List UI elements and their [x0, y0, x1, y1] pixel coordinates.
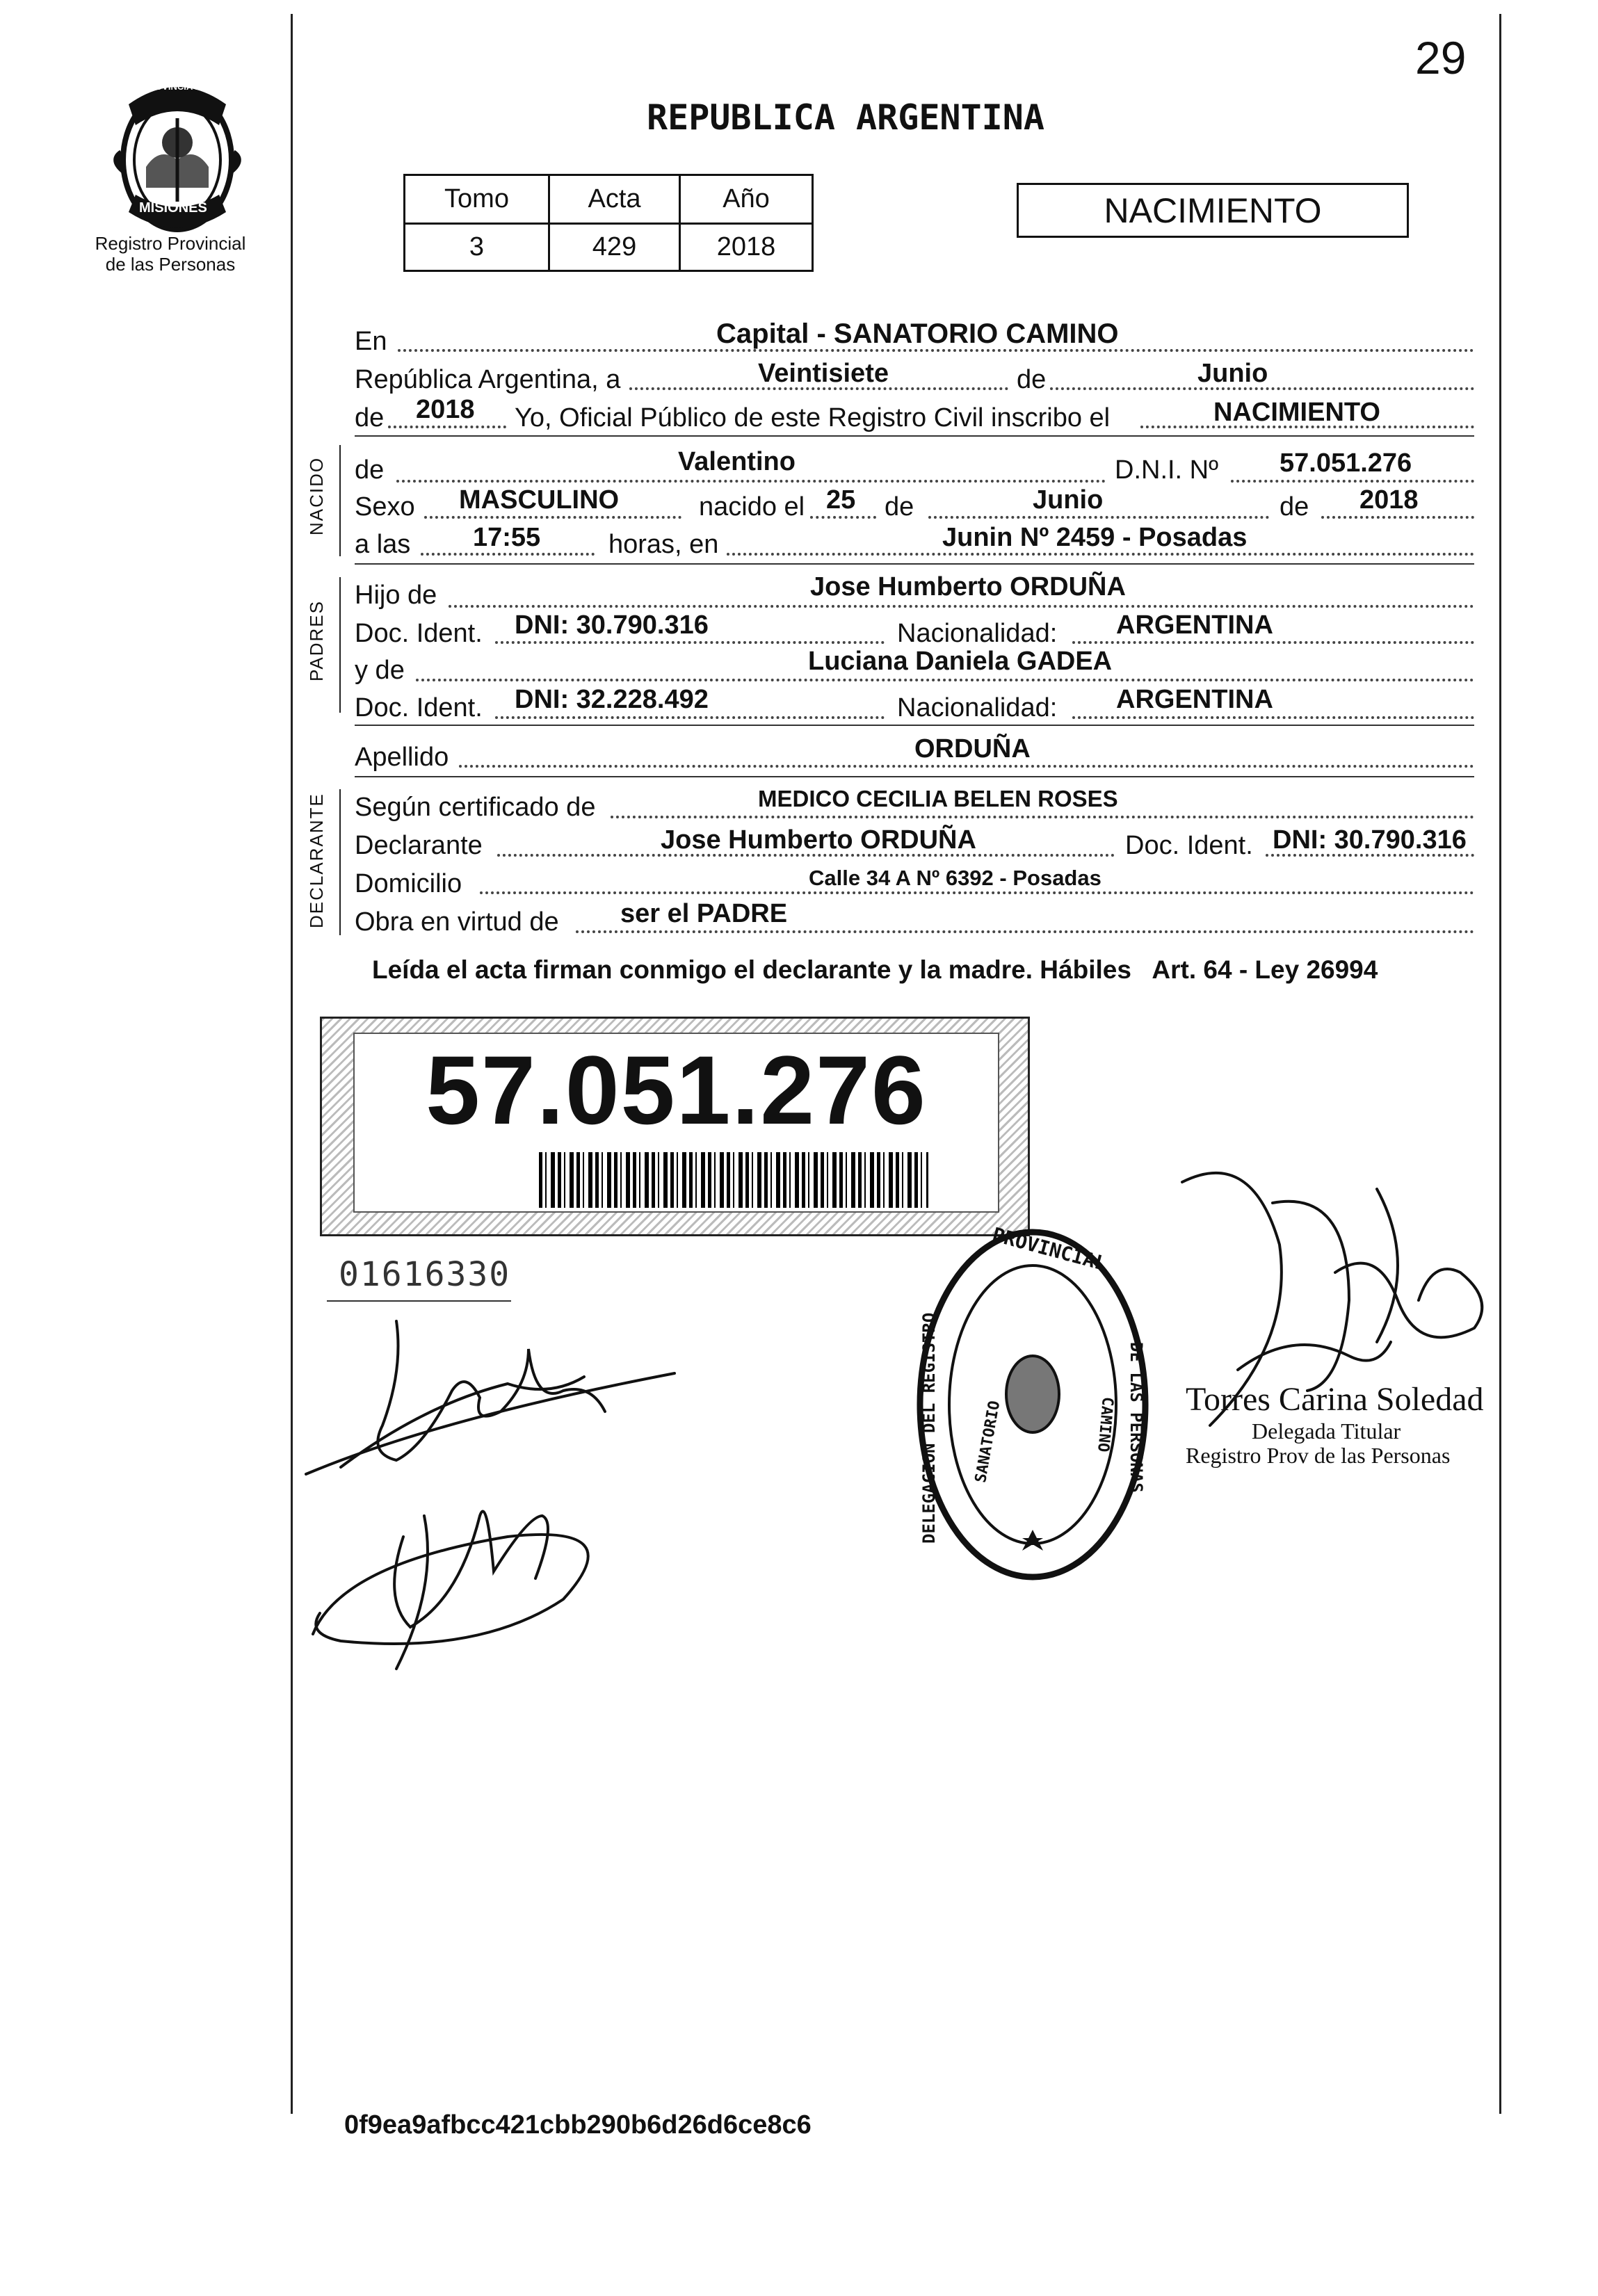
tomo-value: 3 [405, 224, 549, 271]
apellido-value: ORDUÑA [914, 734, 1031, 763]
nacido-el-label: nacido el [699, 492, 805, 522]
stamp-ring-top: PROVINCIAL [990, 1222, 1109, 1276]
declarante-doc-label: Doc. Ident. [1125, 831, 1253, 860]
anio-value: 2018 [680, 224, 813, 271]
sexo-label: Sexo [355, 492, 415, 522]
country-title: REPUBLICA ARGENTINA [647, 97, 1044, 138]
y-de-label: y de [355, 656, 405, 685]
seal-text-top: PROVINCIA DE [143, 81, 208, 92]
birth-day: 25 [826, 485, 856, 515]
child-dni: 57.051.276 [1280, 448, 1412, 478]
padres-section-label: PADRES [306, 600, 327, 681]
page-number: 29 [1415, 32, 1467, 83]
registry-stamp [911, 1224, 1154, 1585]
month-value: Junio [1197, 359, 1268, 388]
tomo-header: Tomo [405, 175, 549, 224]
registry-name [83, 233, 257, 275]
child-name: Valentino [678, 447, 796, 476]
republica-label: República Argentina, a [355, 365, 621, 394]
hijo-de-label: Hijo de [355, 581, 437, 610]
barcode-number: 57.051.276 [426, 1035, 927, 1145]
day-value: Veintisiete [758, 359, 889, 388]
year-value: 2018 [416, 395, 475, 424]
declarante-label: Declarante [355, 831, 483, 860]
a-las-label: a las [355, 530, 411, 559]
obra-value: ser el PADRE [620, 899, 788, 928]
stamp-ring-left: DELEGACION DEL REGISTRO [919, 1312, 939, 1544]
register-table [403, 174, 814, 272]
dni-label: D.N.I. Nº [1115, 455, 1218, 485]
sexo-value: MASCULINO [459, 485, 620, 515]
en-label: En [355, 327, 387, 356]
mother-nac-label: Nacionalidad: [897, 693, 1058, 722]
de-label-2: de [355, 403, 385, 432]
father-doc: DNI: 30.790.316 [515, 611, 709, 640]
declarante-name: Jose Humberto ORDUÑA [661, 825, 976, 855]
registry-name-line1: Registro Provincial [95, 233, 246, 254]
domicilio-value: Calle 34 A Nº 6392 - Posadas [809, 866, 1101, 890]
serial-number: 01616330 [339, 1255, 511, 1294]
certificado-label: Según certificado de [355, 793, 596, 822]
horas-label: horas, en [608, 530, 719, 559]
birth-year: 2018 [1359, 485, 1419, 515]
obra-label: Obra en virtud de [355, 907, 559, 937]
document-hash: 0f9ea9afbcc421cbb290b6d26d6ce8c6 [344, 2110, 812, 2140]
official-title: Delegada Titular [1252, 1418, 1401, 1444]
nacido-section-label: NACIDO [306, 456, 327, 535]
de-anio-label: de [1280, 492, 1309, 522]
left-margin-line [291, 14, 293, 2114]
mother-doc: DNI: 32.228.492 [515, 685, 709, 714]
father-nationality: ARGENTINA [1116, 611, 1273, 640]
anio-header: Año [680, 175, 813, 224]
nacido-de-label: de [355, 455, 385, 485]
oficial-label: Yo, Oficial Público de este Registro Civil inscribo el [515, 403, 1111, 432]
barcode-label [320, 1017, 1030, 1236]
seal-text-bottom: MISIONES [139, 200, 207, 216]
de-mes-label: de [885, 492, 914, 522]
stamp-inner-left: SANATORIO [972, 1399, 1004, 1485]
mother-nationality: ARGENTINA [1116, 685, 1273, 714]
official-office: Registro Prov de las Personas [1186, 1443, 1451, 1468]
apellido-label: Apellido [355, 743, 449, 772]
barcode-bars [539, 1152, 928, 1208]
domicilio-label: Domicilio [355, 869, 462, 898]
acta-header: Acta [549, 175, 680, 224]
official-name: Torres Carina Soledad [1186, 1381, 1484, 1418]
registry-name-line2: de las Personas [105, 254, 236, 275]
birth-month: Junio [1033, 485, 1104, 515]
place-value: Capital - SANATORIO CAMINO [716, 318, 1119, 349]
declarante-section-label: DECLARANTE [306, 793, 327, 928]
tipo-value: NACIMIENTO [1213, 398, 1380, 427]
father-name: Jose Humberto ORDUÑA [810, 572, 1126, 601]
closing-note: Leída el acta firman conmigo el declarante y la madre. Hábiles Art. 64 - Ley 26994 [372, 955, 1378, 984]
de-label-1: de [1017, 365, 1047, 394]
father-doc-label: Doc. Ident. [355, 619, 483, 648]
mother-name: Luciana Daniela GADEA [808, 647, 1113, 676]
stamp-ring-right: DE LAS PERSONAS [1127, 1342, 1146, 1493]
certificado-value: MEDICO CECILIA BELEN ROSES [758, 786, 1118, 811]
barcode-inner [353, 1033, 999, 1213]
document-type-box: NACIMIENTO [1017, 183, 1409, 238]
stamp-inner-right: CAMINO [1094, 1396, 1116, 1453]
mother-doc-label: Doc. Ident. [355, 693, 483, 722]
birth-address: Junin Nº 2459 - Posadas [942, 523, 1248, 552]
right-margin-line [1499, 14, 1501, 2114]
declarante-signature [299, 1307, 688, 1683]
acta-value: 429 [549, 224, 680, 271]
birth-time: 17:55 [473, 523, 541, 552]
declarante-doc: DNI: 30.790.316 [1273, 825, 1467, 855]
father-nac-label: Nacionalidad: [897, 619, 1058, 648]
